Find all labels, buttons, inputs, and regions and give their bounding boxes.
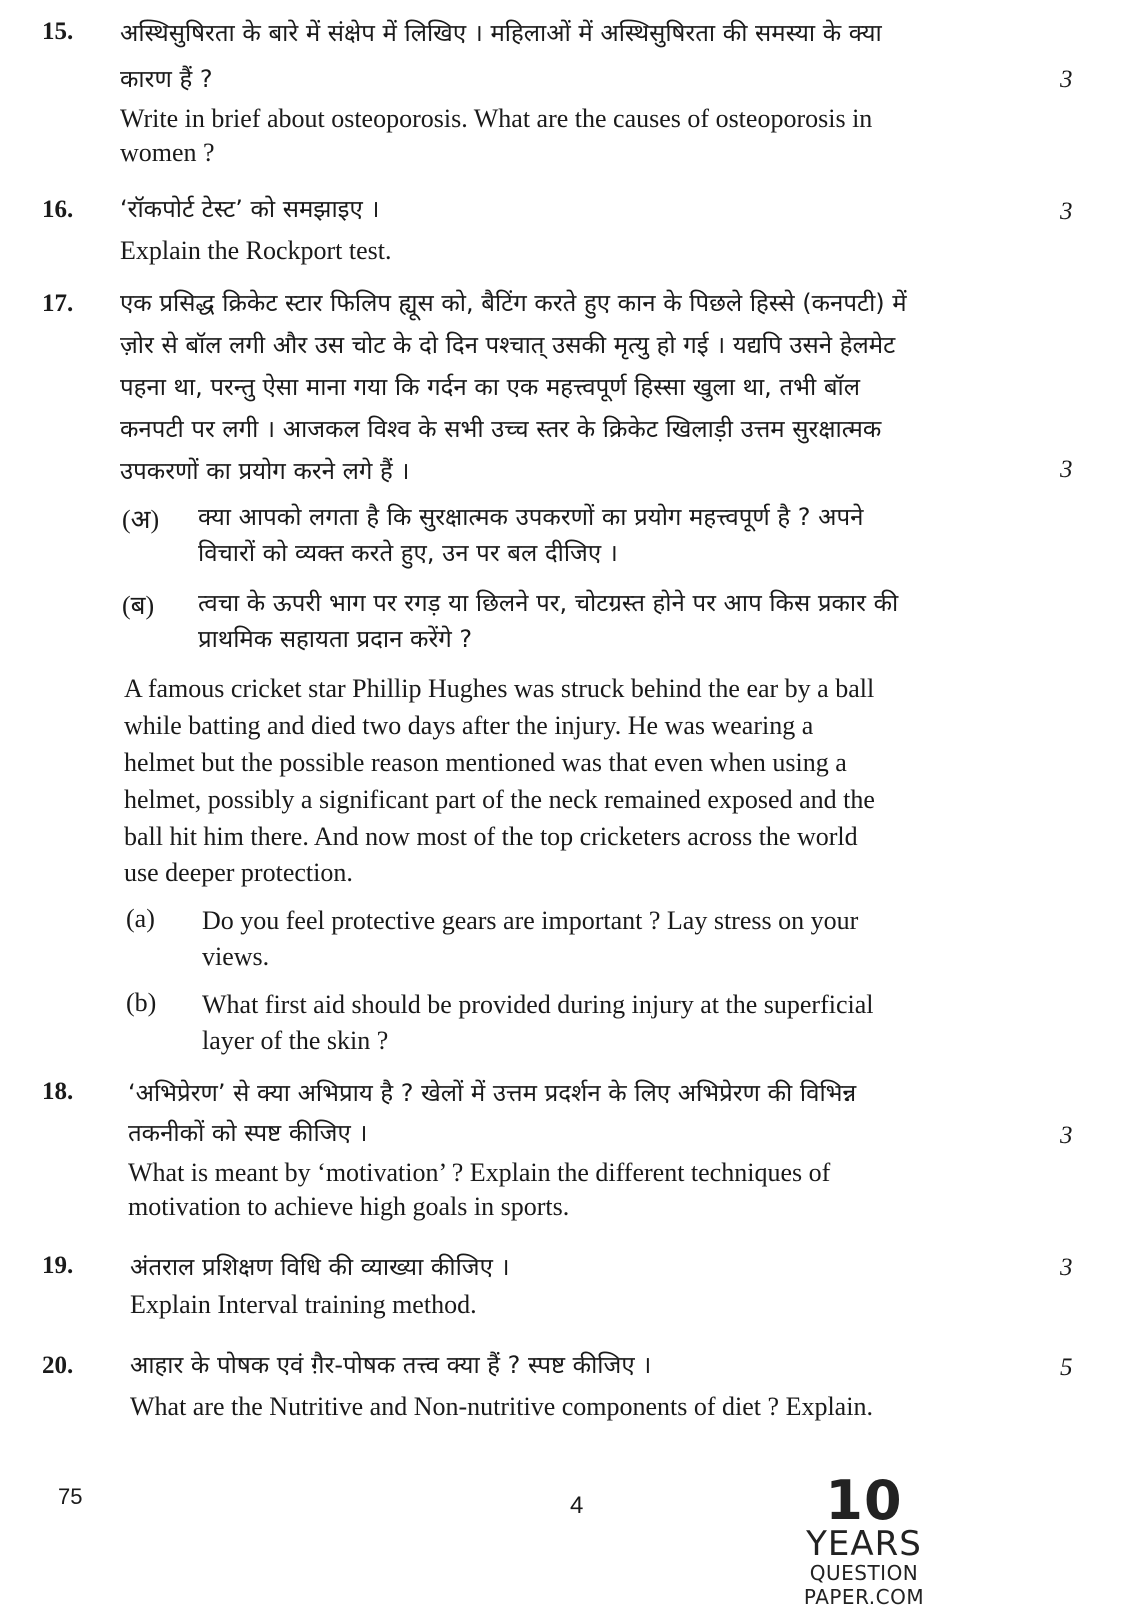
question-number: 15.	[42, 18, 74, 45]
watermark-logo	[752, 1469, 976, 1609]
english-line: What are the Nutritive and Non-nutritive components of diet ? Explain.	[130, 1392, 873, 1421]
hindi-subpart-line: विचारों को व्यक्त करते हुए, उन पर बल दीजिए ।	[198, 539, 618, 567]
hindi-line: तकनीकों को स्पष्ट कीजिए ।	[128, 1119, 368, 1147]
subpart-label: (a)	[126, 904, 155, 933]
marks: 3	[1060, 1122, 1073, 1149]
paper-code: 75	[58, 1484, 83, 1509]
english-line: helmet but the possible reason mentioned was that even when using a	[124, 748, 847, 777]
english-subpart-line: Do you feel protective gears are important ? Lay stress on your	[202, 906, 859, 935]
english-subpart-line: views.	[202, 942, 270, 971]
english-line: motivation to achieve high goals in sports.	[128, 1192, 570, 1221]
hindi-subpart-line: प्राथमिक सहायता प्रदान करेंगे ?	[198, 625, 473, 653]
marks: 3	[1060, 1254, 1073, 1281]
hindi-line: ‘अभिप्रेरण’ से क्या अभिप्राय है ? खेलों में उत्तम प्रदर्शन के लिए अभिप्रेरण की विभिन्न	[128, 1079, 857, 1107]
hindi-line: ‘रॉकपोर्ट टेस्ट’ को समझाइए ।	[120, 195, 380, 223]
english-subpart-line: layer of the skin ?	[202, 1026, 389, 1055]
logo-site: QUESTION PAPER.COM	[803, 1561, 925, 1609]
hindi-line: पहना था, परन्तु ऐसा माना गया कि गर्दन का एक महत्त्वपूर्ण हिस्सा खुला था, तभी बॉल	[120, 373, 861, 401]
subpart-label: (अ)	[122, 505, 160, 534]
english-line: Explain the Rockport test.	[120, 236, 392, 265]
marks: 3	[1060, 456, 1073, 483]
hindi-line: कारण हैं ?	[120, 65, 213, 93]
question-number: 20.	[42, 1352, 74, 1379]
english-line: Write in brief about osteoporosis. What are the causes of osteoporosis in	[120, 104, 873, 133]
hindi-line: कनपटी पर लगी । आजकल विश्व के सभी उच्च स्तर के क्रिकेट खिलाड़ी उत्तम सुरक्षात्मक	[120, 415, 882, 443]
page-number: 4	[570, 1492, 584, 1519]
hindi-line: उपकरणों का प्रयोग करने लगे हैं ।	[120, 457, 410, 485]
question-number: 17.	[42, 290, 74, 317]
hindi-line: अस्थिसुषिरता के बारे में संक्षेप में लिखिए । महिलाओं में अस्थिसुषिरता की समस्या के क्या	[120, 19, 882, 47]
question-number: 19.	[42, 1252, 74, 1279]
english-subpart-line: What first aid should be provided during injury at the superficial	[202, 990, 874, 1019]
hindi-line: अंतराल प्रशिक्षण विधि की व्याख्या कीजिए ।	[130, 1253, 510, 1281]
marks: 5	[1060, 1354, 1073, 1381]
logo-number: 10	[825, 1469, 903, 1532]
hindi-line: एक प्रसिद्ध क्रिकेट स्टार फिलिप ह्यूस को, बैटिंग करते हुए कान के पिछले हिस्से (कनपटी) में	[120, 289, 907, 317]
logo-years: YEARS	[806, 1524, 922, 1564]
english-line: A famous cricket star Phillip Hughes was struck behind the ear by a ball	[124, 674, 875, 703]
english-line: helmet, possibly a significant part of the neck remained exposed and the	[124, 785, 875, 814]
subpart-label: (b)	[126, 988, 157, 1017]
hindi-line: ज़ोर से बॉल लगी और उस चोट के दो दिन पश्चात् उसकी मृत्यु हो गई । यद्यपि उसने हेलमेट	[120, 331, 896, 359]
question-number: 18.	[42, 1078, 74, 1105]
hindi-line: आहार के पोषक एवं ग़ैर-पोषक तत्त्व क्या हैं ? स्पष्ट कीजिए ।	[130, 1351, 652, 1379]
english-line: women ?	[120, 138, 215, 167]
hindi-subpart-line: क्या आपको लगता है कि सुरक्षात्मक उपकरणों का प्रयोग महत्त्वपूर्ण है ? अपने	[198, 503, 864, 531]
english-line: What is meant by ‘motivation’ ? Explain the different techniques of	[128, 1158, 831, 1187]
english-line: ball hit him there. And now most of the top cricketers across the world	[124, 822, 858, 851]
english-line: while batting and died two days after the injury. He was wearing a	[124, 711, 814, 740]
marks: 3	[1060, 198, 1073, 225]
marks: 3	[1060, 66, 1073, 93]
english-line: Explain Interval training method.	[130, 1290, 477, 1319]
english-line: use deeper protection.	[124, 858, 353, 887]
hindi-subpart-line: त्वचा के ऊपरी भाग पर रगड़ या छिलने पर, चोटग्रस्त होने पर आप किस प्रकार की	[198, 589, 899, 617]
question-number: 16.	[42, 196, 74, 223]
subpart-label: (ब)	[122, 591, 155, 620]
